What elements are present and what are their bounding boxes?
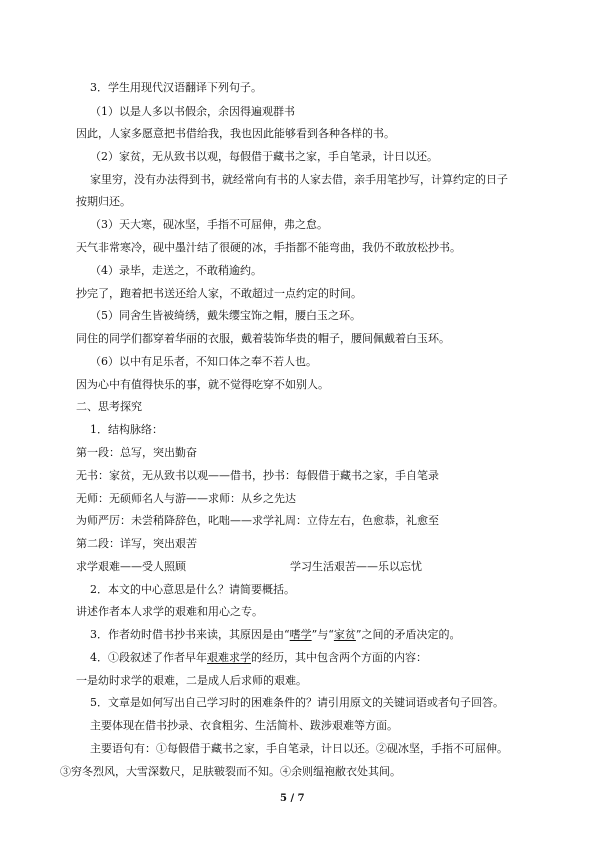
answer-4: 一是幼时求学的艰难，二是成人后求师的艰难。 <box>76 674 307 687</box>
page-number: 5 / 7 <box>280 793 305 804</box>
structure-para-1: 第一段：总写，突出勤奋 <box>76 446 197 459</box>
sentence-4-translation: 抄完了，跑着把书送还给人家，不敢超过一点约定的时间。 <box>76 287 362 300</box>
question-5: 5．文章是如何写出自己学习时的困难条件的？请引用原文的关键词语或者句子回答。 <box>90 696 504 709</box>
q3-text-mid: ”与“ <box>311 628 334 641</box>
q4-text-pre: 4．①段叙述了作者早年 <box>90 651 207 664</box>
q3-text-post: ”之间的矛盾决定的。 <box>355 628 461 641</box>
question-3-heading: 3．学生用现代汉语翻译下列句子。 <box>90 81 262 94</box>
sentence-2-translation-line-1: 家里穷，没有办法得到书，就经常向有书的人家去借，亲手用笔抄写，计算约定的日子 <box>90 173 508 186</box>
sentence-2-original: （2）家贫，无从致书以观，每假借于藏书之家，手自笔录，计日以还。 <box>90 150 438 163</box>
sentence-5-translation: 同住的同学们都穿着华丽的衣服，戴着装饰华贵的帽子，腰间佩戴着白玉环。 <box>76 332 450 345</box>
question-3-answer <box>90 628 461 642</box>
structure-no-teacher: 无师：无硕师名人与游——求师：从乡之先达 <box>76 492 296 505</box>
q3-underline-2: 家贫 <box>333 628 356 641</box>
sentence-6-original: （6）以中有足乐者，不知口体之奉不若人也。 <box>90 355 317 368</box>
sentence-3-translation: 天气非常寒冷，砚中墨汁结了很硬的冰，手指都不能弯曲，我仍不敢放松抄书。 <box>76 241 461 254</box>
structure-hardship-left: 求学艰难——受人照顾 <box>76 560 186 573</box>
structure-heading: 1．结构脉络： <box>90 423 163 436</box>
sentence-5-original: （5）同舍生皆被绮绣，戴朱缨宝饰之帽，腰白玉之环。 <box>90 309 361 322</box>
answer-5-quotes-line-1: 主要语句有：①每假借于藏书之家，手自笔录，计日以还。②砚冰坚，手指不可屈伸。 <box>90 742 508 755</box>
sentence-1-original: （1）以是人多以书假余，余因得遍观群书 <box>90 105 295 118</box>
structure-para-2: 第二段：详写，突出艰苦 <box>76 537 197 550</box>
structure-no-books: 无书：家贫，无从致书以观——借书，抄书：每假借于藏书之家，手自笔录 <box>76 469 439 482</box>
sentence-3-original: （3）天大寒，砚冰坚，手指不可屈伸，弗之怠。 <box>90 218 328 231</box>
answer-2: 讲述作者本人求学的艰难和用心之专。 <box>76 605 263 618</box>
sentence-4-original: （4）录毕，走送之，不敢稍逾约。 <box>90 264 262 277</box>
section-2-heading: 二、思考探究 <box>76 400 142 413</box>
q3-text-pre: 3．作者幼时借书抄书来读，其原因是由“ <box>90 628 290 641</box>
sentence-1-translation: 因此，人家多愿意把书借给我，我也因此能够看到各种各样的书。 <box>76 127 395 140</box>
sentence-2-translation-line-2: 按期归还。 <box>76 195 131 208</box>
q4-underline: 艰难求学 <box>207 651 251 664</box>
question-2: 2．本文的中心意思是什么？请简要概括。 <box>90 583 295 596</box>
sentence-6-translation: 因为心中有值得快乐的事，就不觉得吃穿不如别人。 <box>76 378 329 391</box>
structure-strict-teacher: 为师严厉：未尝稍降辞色，叱咄——求学礼周：立侍左右，色愈恭，礼愈至 <box>76 514 439 527</box>
q3-underline-1: 嗜学 <box>289 628 312 641</box>
question-4 <box>90 651 427 665</box>
structure-hardship-right: 学习生活艰苦——乐以忘忧 <box>290 560 422 573</box>
q4-text-post: 的经历，其中包含两个方面的内容： <box>251 651 427 664</box>
answer-5-quotes-line-2: ③穷冬烈风，大雪深数尺，足肤皲裂而不知。④余则缊袍敝衣处其间。 <box>60 765 401 778</box>
answer-5-summary: 主要体现在借书抄录、衣食粗劣、生活简朴、跋涉艰难等方面。 <box>90 719 398 732</box>
